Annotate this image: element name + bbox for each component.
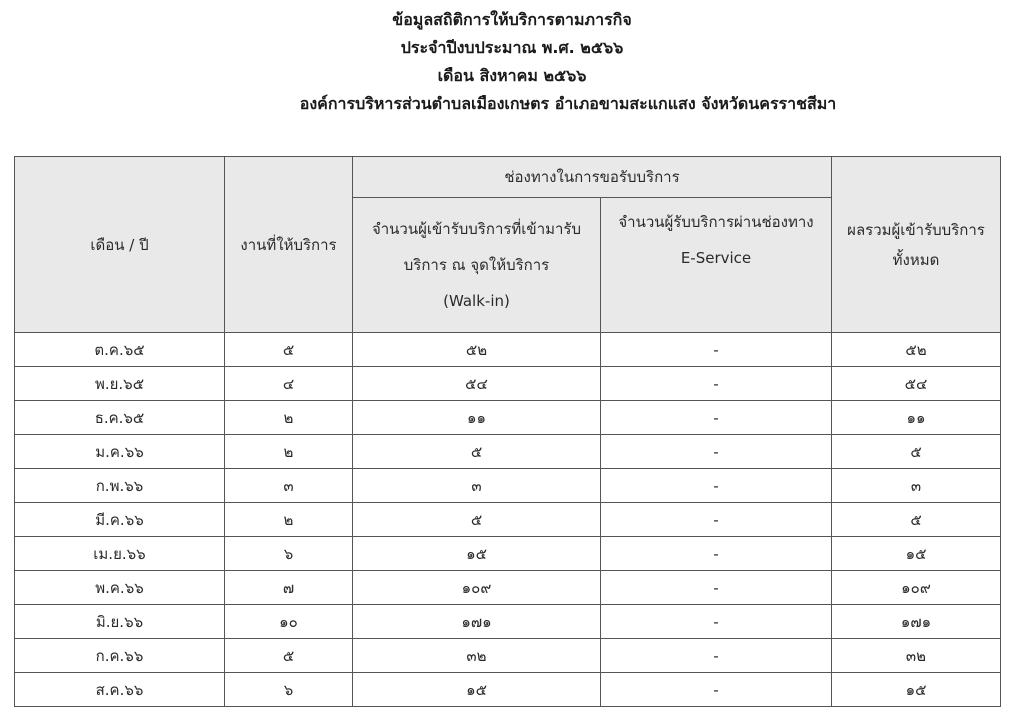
cell-month: มี.ค.๖๖ xyxy=(15,503,225,537)
title-line-1: ข้อมูลสถิติการให้บริการตามภารกิจ xyxy=(392,10,632,29)
header-channel-group: ช่องทางในการขอรับบริการ xyxy=(353,157,832,198)
cell-services: ๗ xyxy=(225,571,353,605)
header-e-service xyxy=(601,198,832,333)
cell-walk-in: ๑๗๑ xyxy=(353,605,601,639)
cell-walk-in: ๑๕ xyxy=(353,537,601,571)
cell-services: ๒ xyxy=(225,435,353,469)
service-statistics-table xyxy=(14,156,1001,707)
cell-walk-in: ๕ xyxy=(353,435,601,469)
table-row xyxy=(15,401,1001,435)
cell-e-service: - xyxy=(601,537,832,571)
cell-month: ต.ค.๖๕ xyxy=(15,333,225,367)
cell-e-service: - xyxy=(601,639,832,673)
table-row xyxy=(15,469,1001,503)
cell-month: มิ.ย.๖๖ xyxy=(15,605,225,639)
header-walk-in xyxy=(353,198,601,333)
cell-total: ๑๗๑ xyxy=(832,605,1001,639)
cell-total: ๕ xyxy=(832,503,1001,537)
header-total-line-2: ทั้งหมด xyxy=(892,250,940,269)
cell-e-service: - xyxy=(601,367,832,401)
cell-e-service: - xyxy=(601,673,832,707)
table-row xyxy=(15,537,1001,571)
table-row xyxy=(15,367,1001,401)
table-row xyxy=(15,333,1001,367)
header-total-line-1: ผลรวมผู้เข้ารับบริการ xyxy=(847,220,985,239)
cell-services: ๕ xyxy=(225,333,353,367)
title-line-3: เดือน สิงหาคม ๒๕๖๖ xyxy=(437,66,587,85)
cell-e-service: - xyxy=(601,503,832,537)
cell-e-service: - xyxy=(601,571,832,605)
cell-services: ๓ xyxy=(225,469,353,503)
cell-e-service: - xyxy=(601,435,832,469)
cell-services: ๑๐ xyxy=(225,605,353,639)
cell-services: ๖ xyxy=(225,537,353,571)
header-services: งานที่ให้บริการ xyxy=(225,157,353,333)
cell-walk-in: ๑๕ xyxy=(353,673,601,707)
document-title-block xyxy=(0,6,1024,118)
cell-total: ๕ xyxy=(832,435,1001,469)
cell-total: ๑๕ xyxy=(832,673,1001,707)
header-month-year: เดือน / ปี xyxy=(15,157,225,333)
cell-total: ๓ xyxy=(832,469,1001,503)
cell-services: ๕ xyxy=(225,639,353,673)
cell-total: ๕๒ xyxy=(832,333,1001,367)
header-total xyxy=(832,157,1001,333)
cell-walk-in: ๑๐๙ xyxy=(353,571,601,605)
header-walk-in-line-2: บริการ ณ จุดให้บริการ xyxy=(403,256,550,274)
cell-services: ๔ xyxy=(225,367,353,401)
header-walk-in-line-1: จำนวนผู้เข้ารับบริการที่เข้ามารับ xyxy=(371,220,582,238)
cell-month: ส.ค.๖๖ xyxy=(15,673,225,707)
header-e-service-line-2: E-Service xyxy=(680,249,752,267)
header-e-service-line-1: จำนวนผู้รับบริการผ่านช่องทาง xyxy=(618,213,814,231)
cell-month: ก.ค.๖๖ xyxy=(15,639,225,673)
cell-month: พ.ย.๖๕ xyxy=(15,367,225,401)
cell-month: พ.ค.๖๖ xyxy=(15,571,225,605)
cell-month: ก.พ.๖๖ xyxy=(15,469,225,503)
cell-total: ๑๕ xyxy=(832,537,1001,571)
cell-e-service: - xyxy=(601,333,832,367)
header-walk-in-line-3: (Walk-in) xyxy=(443,292,510,310)
cell-month: ธ.ค.๖๕ xyxy=(15,401,225,435)
table-body xyxy=(15,333,1001,707)
title-line-4: องค์การบริหารส่วนตำบลเมืองเกษตร อำเภอขามสะแกแสง จังหวัดนครราชสีมา xyxy=(299,94,837,113)
cell-services: ๒ xyxy=(225,503,353,537)
cell-month: ม.ค.๖๖ xyxy=(15,435,225,469)
cell-walk-in: ๑๑ xyxy=(353,401,601,435)
cell-e-service: - xyxy=(601,401,832,435)
table-row xyxy=(15,605,1001,639)
cell-walk-in: ๕๔ xyxy=(353,367,601,401)
cell-services: ๒ xyxy=(225,401,353,435)
cell-walk-in: ๕๒ xyxy=(353,333,601,367)
cell-walk-in: ๓ xyxy=(353,469,601,503)
table-row xyxy=(15,435,1001,469)
cell-services: ๖ xyxy=(225,673,353,707)
cell-e-service: - xyxy=(601,605,832,639)
cell-walk-in: ๓๒ xyxy=(353,639,601,673)
cell-total: ๓๒ xyxy=(832,639,1001,673)
cell-total: ๑๐๙ xyxy=(832,571,1001,605)
cell-total: ๑๑ xyxy=(832,401,1001,435)
table-row xyxy=(15,503,1001,537)
cell-month: เม.ย.๖๖ xyxy=(15,537,225,571)
table-row xyxy=(15,571,1001,605)
table-row xyxy=(15,639,1001,673)
cell-total: ๕๔ xyxy=(832,367,1001,401)
cell-e-service: - xyxy=(601,469,832,503)
table-row xyxy=(15,673,1001,707)
cell-walk-in: ๕ xyxy=(353,503,601,537)
title-line-2: ประจำปีงบประมาณ พ.ศ. ๒๕๖๖ xyxy=(400,38,624,57)
